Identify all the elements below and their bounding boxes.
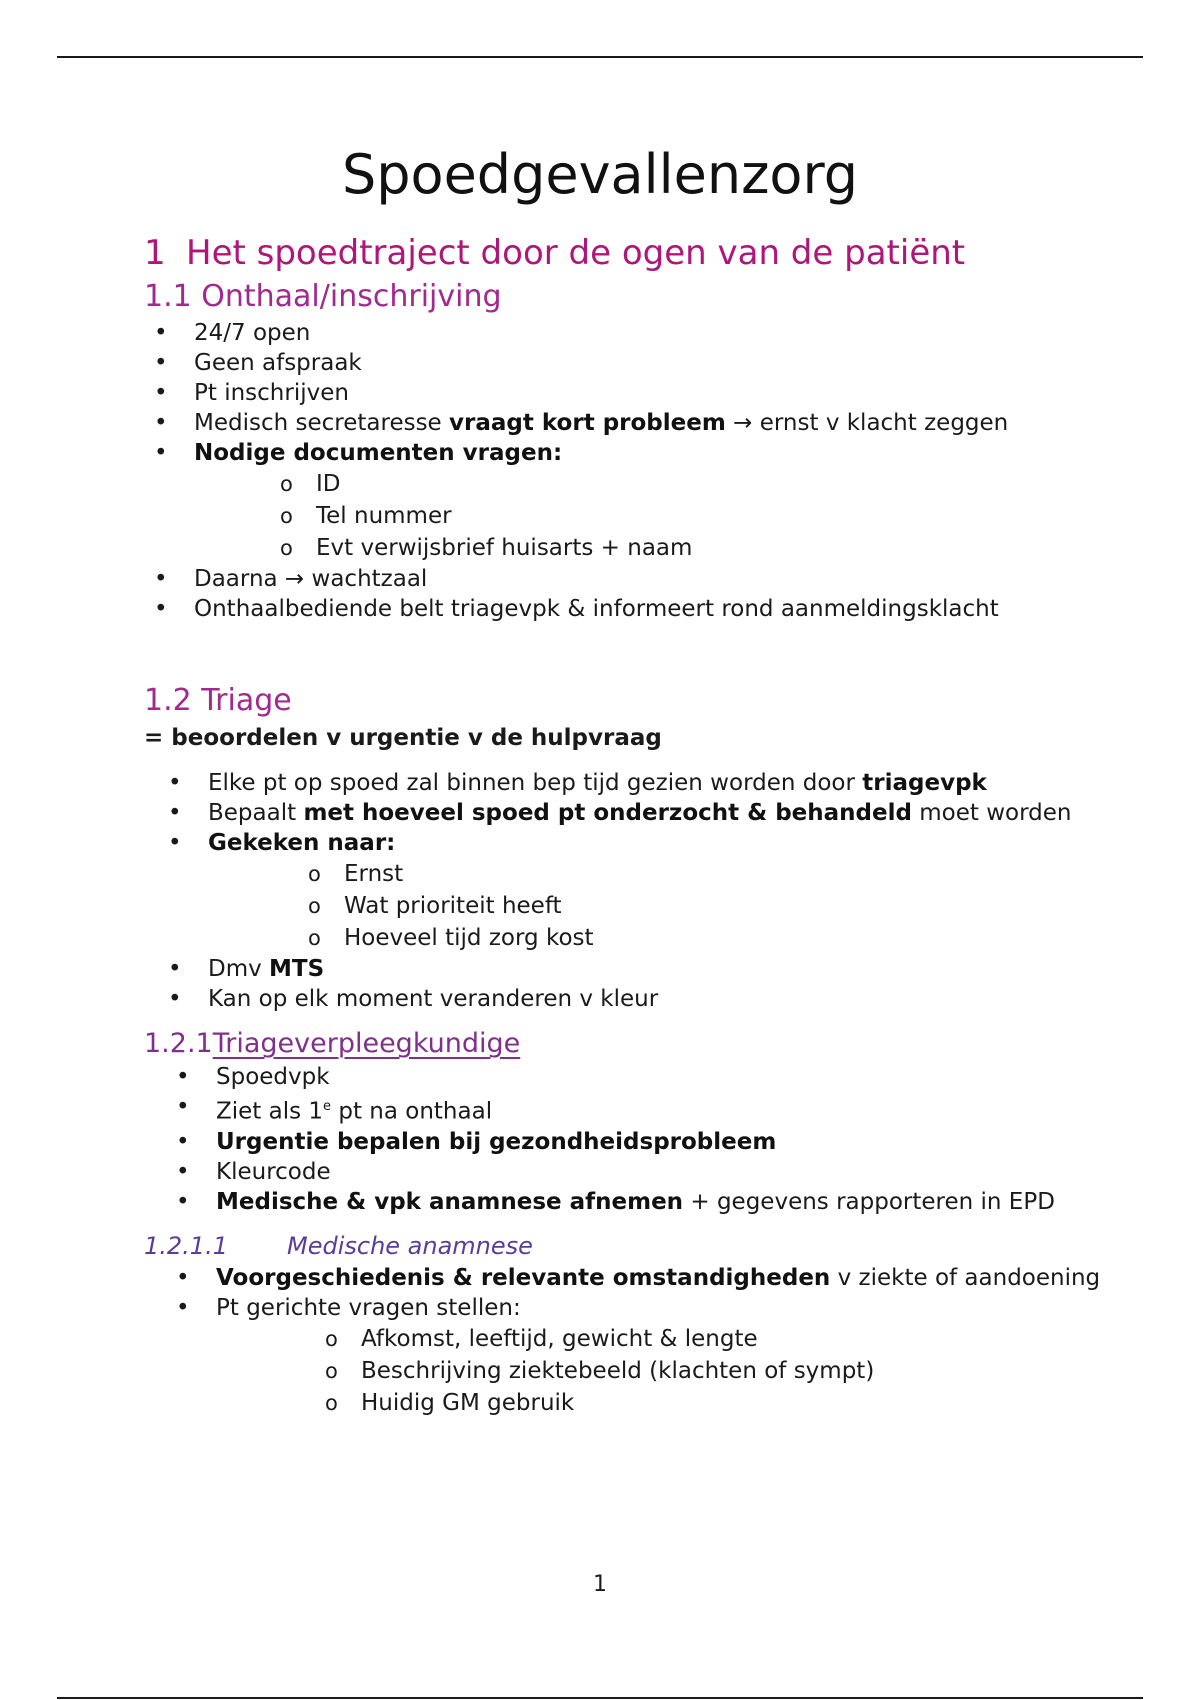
sub-list-item: o Beschrijving ziektebeeld (klachten of sympt): [216, 1355, 1104, 1387]
triage-section: [144, 680, 1104, 1014]
sub-list-item: o Afkomst, leeftijd, gewicht & lengte: [216, 1323, 1104, 1355]
text-run: Medisch secretaresse: [194, 410, 450, 436]
text-run: → ernst v klacht zeggen: [725, 410, 1009, 436]
bold-run: triagevpk: [862, 770, 987, 796]
heading-1: [144, 230, 1104, 276]
text-run: Ziet als 1: [216, 1098, 324, 1125]
sub-list: [208, 858, 1104, 954]
list-item: • Kleurcode: [144, 1157, 1104, 1187]
list-item: [144, 954, 1104, 984]
list-item: • Onthaalbediende belt triagevpk & informeert rond aanmeldingsklacht: [144, 594, 1104, 624]
bold-run: met hoeveel spoed pt onderzocht & behandeld: [303, 800, 912, 826]
list-item: • Kan op elk moment veranderen v kleur: [144, 984, 1104, 1014]
onthaal-list: [144, 318, 1104, 624]
list-item: • Spoedvpk: [144, 1062, 1104, 1092]
heading-1-text: Het spoedtraject door de ogen van de patiënt: [186, 233, 966, 273]
list-item: [144, 1263, 1104, 1293]
heading-number: 1.1: [144, 279, 192, 314]
medische-anamnese-list: [144, 1263, 1104, 1419]
list-item: • 24/7 open: [144, 318, 1104, 348]
bold-run: Urgentie bepalen bij gezondheidsprobleem: [216, 1128, 777, 1155]
sub-list-item: o Huidig GM gebruik: [216, 1387, 1104, 1419]
page-number: 1: [593, 1572, 607, 1597]
sub-list-item: o ID: [194, 468, 1104, 500]
text-run: v ziekte of aandoening: [830, 1264, 1101, 1291]
heading-text: Triageverpleegkundige: [212, 1028, 521, 1059]
sub-list: [216, 1323, 1104, 1419]
heading-triageverpleegkundige: [144, 1026, 1104, 1062]
heading-text: Onthaal/inschrijving: [201, 279, 502, 314]
heading-medische-anamnese: [144, 1229, 1104, 1263]
heading-1-number: 1: [144, 233, 166, 273]
superscript: e: [323, 1099, 332, 1114]
heading-number: 1.2: [144, 683, 192, 718]
text-run: Elke pt op spoed zal binnen bep tijd gezien worden door: [208, 770, 863, 796]
list-item: [144, 408, 1104, 438]
list-item: • Geen afspraak: [144, 348, 1104, 378]
sub-list: [194, 468, 1104, 564]
heading-triage: [144, 680, 1104, 722]
heading-onthaal: [144, 276, 1104, 318]
sub-list-item: o Tel nummer: [194, 500, 1104, 532]
footer-rule: [57, 1697, 1143, 1699]
sub-list-item: o Wat prioriteit heeft: [208, 890, 1104, 922]
text-run: + gegevens rapporteren in EPD: [683, 1188, 1055, 1215]
list-item: [144, 438, 1104, 564]
text-run: Pt gerichte vragen stellen:: [216, 1294, 521, 1321]
sub-list-item: o Evt verwijsbrief huisarts + naam: [194, 532, 1104, 564]
triage-list: [144, 768, 1104, 1014]
list-item: [144, 828, 1104, 954]
document-title: Spoedgevallenzorg: [341, 143, 858, 206]
bold-run: Gekeken naar:: [208, 830, 396, 856]
triageverpleegkundige-section: [144, 1026, 1104, 1217]
medische-anamnese-section: [144, 1229, 1104, 1419]
sub-list-item: o Hoeveel tijd zorg kost: [208, 922, 1104, 954]
bold-run: Nodige documenten vragen:: [194, 440, 563, 466]
heading-text: Medische anamnese: [287, 1231, 533, 1260]
bold-run: vraagt kort probleem: [449, 410, 726, 436]
text-run: moet worden: [911, 800, 1072, 826]
list-item: [144, 1092, 1104, 1127]
header-rule: [57, 56, 1143, 58]
heading-number: 1.2.1: [144, 1028, 213, 1059]
triageverpleegkundige-list: [144, 1062, 1104, 1217]
text-run: pt na onthaal: [331, 1098, 493, 1125]
sub-list-item: o Ernst: [208, 858, 1104, 890]
heading-number: 1.2.1.1: [144, 1231, 228, 1260]
list-item: [144, 1293, 1104, 1419]
text-run: Dmv: [208, 956, 270, 982]
document-body: [144, 230, 1104, 1419]
bold-run: Voorgeschiedenis & relevante omstandigheden: [216, 1264, 831, 1291]
list-item: • Pt inschrijven: [144, 378, 1104, 408]
list-item: [144, 798, 1104, 828]
triage-definition: = beoordelen v urgentie v de hulpvraag: [144, 725, 662, 751]
list-item: [144, 1127, 1104, 1157]
list-item: [144, 1187, 1104, 1217]
list-item: • Daarna → wachtzaal: [144, 564, 1104, 594]
heading-text: Triage: [201, 683, 292, 718]
bold-run: MTS: [269, 956, 325, 982]
list-item: [144, 768, 1104, 798]
bold-run: Medische & vpk anamnese afnemen: [216, 1188, 684, 1215]
text-run: Bepaalt: [208, 800, 304, 826]
